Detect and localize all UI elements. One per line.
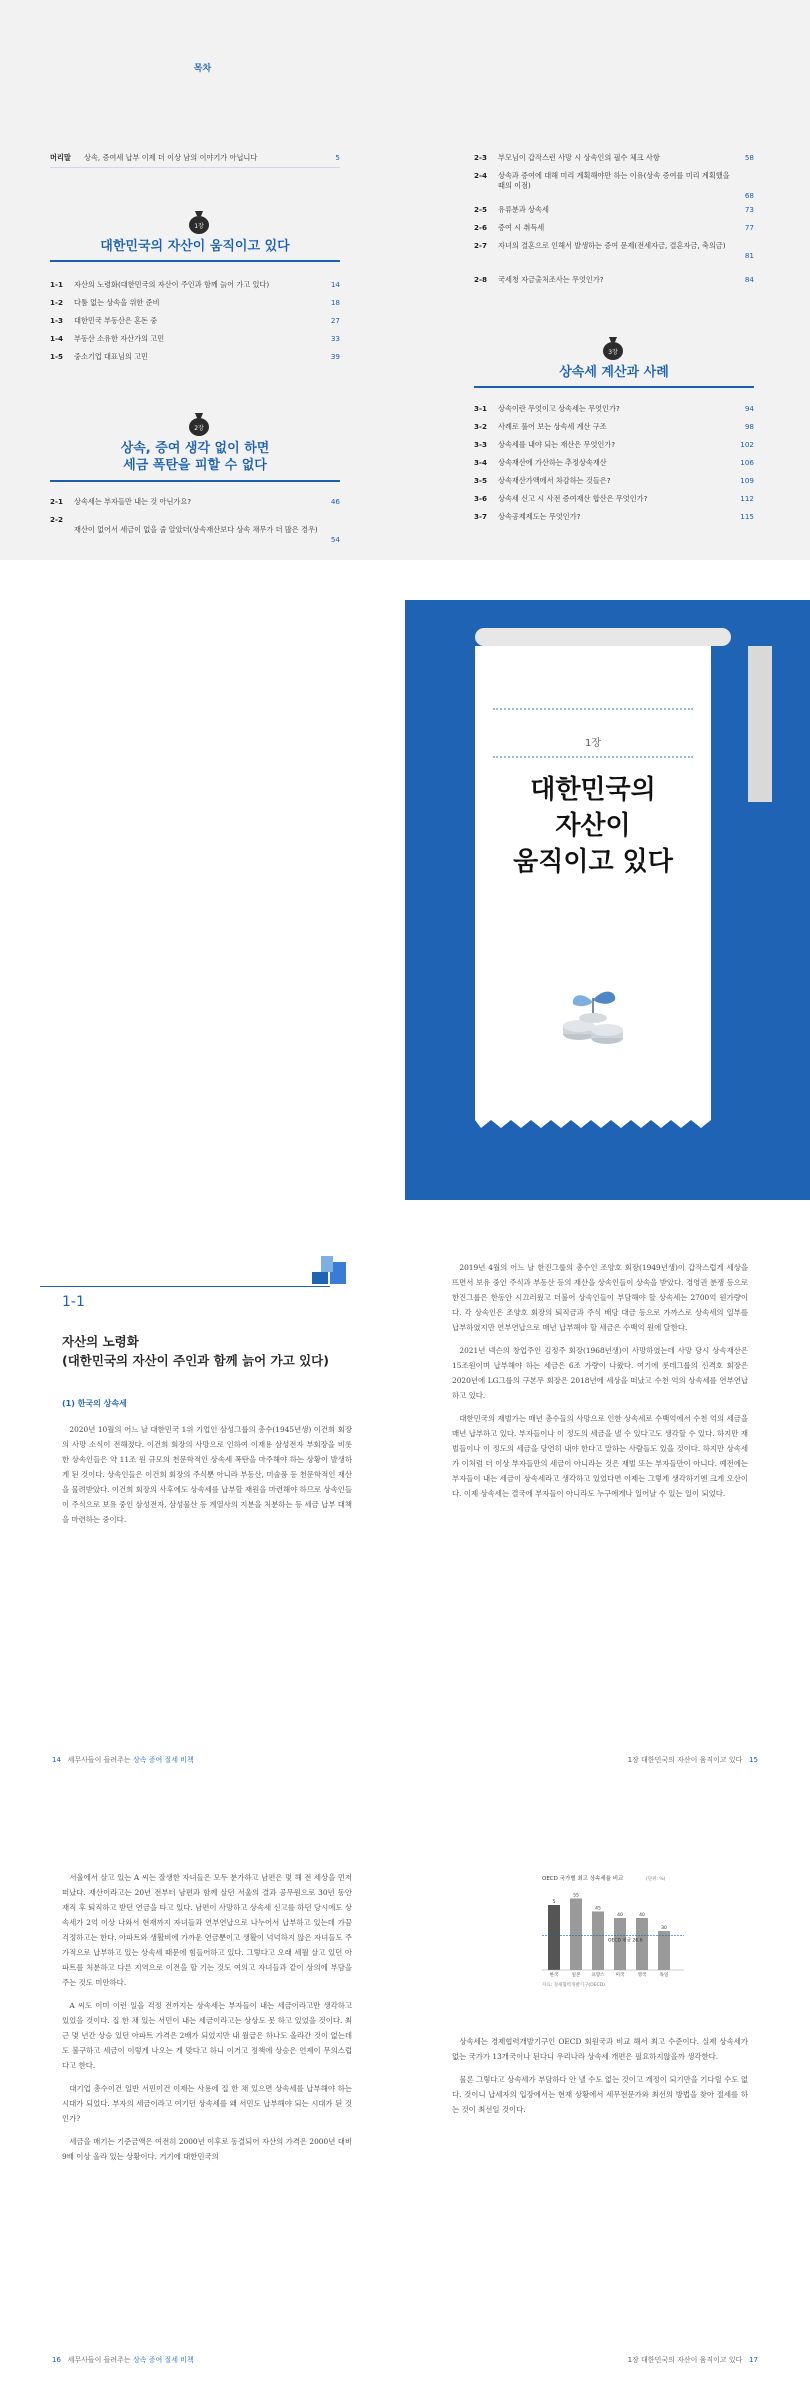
section-subhead: (1) 한국의 상속세 [62, 1399, 127, 1408]
chart-category-label: 영국 [637, 1973, 647, 1978]
toc-item[interactable]: 1-4 부동산 소유한 자산가의 고민 33 [50, 334, 340, 343]
chart-bar [570, 1899, 582, 1971]
toc-item[interactable]: 3-1 상속이란 무엇이고 상속세는 무엇인가? 94 [474, 404, 754, 413]
chart-bar [548, 1905, 560, 1970]
section-rule [40, 1286, 330, 1287]
body-text-right: 2019년 4월의 어느 날 한진그룹의 총수인 조양호 회장(1949년생)이 갑작스럽게 세상을 뜨면서 보유 중인 주식과 부동산 등의 재산을 상속인들이 상속을 받았다. 경영권 분쟁 등으로 한진그룹은 한동안 시끄러웠고 더불어 상속인들이 부담해야 할 상속세는 2700억 원가량이다. 각 상속인은 조양호 회장의 퇴직금과 주식 배당 대금 등으로 가까스로 상속세의 일부를 납부하였지만 연부연납으로 매년 납부해야 할 세금은 수백억 원에 달한다. 2021년 넥슨의 창업주인 김정주 회장(1968년생)이 사망하였는데 사망 당시 상속재산은 15조원이며 납부해야 하는 세금은 6조 가량이 나왔다. 여기에 롯데그룹의 신격호 회장은 2020년에 LG그룹의 구본무 회장은 2018년에 세상을 떠났고 수천 억의 상속세를 연부연납하고 있다. 대한민국의 재벌가는 매년 총수들의 사망으로 인한 상속세로 수백억에서 수천 억의 세금을 매년 납부하고 있다. 부자들이나 이 정도의 세금을 낼 수 있다고도 생각할 수 있다. 하지만 재벌들이나 이 정도의 세금을 당연히 내야 한다고 말하는 사람들도 있을 것이다. 하지만 상속세가 이처럼 더 이상 부자들만의 세금이 아니라는 것은 재벌 또는 부자들만이 아니다. 예전에는 부자들이 내는 세금이 상속세라고 생각하고 있었다면 이제는 그렇게 생각하기엔 크게 오산이다. 이제 상속세는 결국에 부자들이 아니라도 누구에게나 일어날 수 있는 일이 되었다. [452, 1263, 748, 1498]
toc-item[interactable]: 2-2 재산이 없어서 세금이 없을 줄 알았더(상속재산보다 상속 채무가 더 많은 경우) 54 [50, 515, 340, 544]
chart-unit: (단위: %) [646, 1877, 666, 1882]
chapter2-underline [50, 480, 340, 482]
chapter1-badge: 1장 [194, 223, 204, 230]
page-number: 15 [749, 1756, 758, 1764]
chart-bar [592, 1912, 604, 1971]
section-title-line2: (대한민국의 자산이 주인과 함께 늙어 가고 있다) [62, 1353, 329, 1368]
toc-item[interactable]: 3-7 상속공제제도는 무엇인가? 115 [474, 512, 754, 521]
chart-data-label: 45 [595, 1906, 601, 1912]
toc-item[interactable]: 1-3 대한민국 부동산은 혼돈 중 27 [50, 316, 340, 325]
chart-data-label: 5 [552, 1900, 556, 1905]
money-bag-icon [600, 334, 626, 360]
toc-title: 목차 [193, 64, 212, 74]
toc-item[interactable]: 1-2 다툼 없는 상속을 위한 준비 18 [50, 298, 340, 307]
chart-category-label: 일본 [571, 1973, 581, 1978]
chapter2-title-line1: 상속, 증여 생각 없이 하면 [120, 441, 270, 456]
toc-item[interactable]: 3-5 상속재산가액에서 차감하는 것들은? 109 [474, 476, 754, 485]
money-bag-icon [186, 208, 212, 234]
chart-bar [636, 1918, 648, 1970]
chapter2-badge: 2장 [194, 425, 204, 432]
body-text-right: 상속세는 경제협력개발기구인 OECD 회원국과 비교 해서 최고 수준이다. 실제 상속세가 없는 국가가 13개국이나 된다니 우리나라 상속세 개편은 필요하지않을까 생각한다. 물론 그렇다고 상속세가 부담하다 안 낼 수도 없는 것이고 개정이 되기만을 기다릴 수도 없다. 것이니 납세자의 입장에서는 현재 상황에서 세무전문가와 최선의 방법을 찾아 절세를 하는 것이 최선일 것이다. [452, 2037, 748, 2114]
section-title [62, 1332, 362, 1370]
chart-category-label: 독일 [659, 1973, 669, 1978]
receipt-top-bar [475, 628, 731, 646]
text-spread-14-15 [0, 1200, 810, 1800]
chart-title: OECD 국가별 최고 상속세율 비교 [542, 1876, 624, 1882]
opener-chapter-number: 1장 [584, 738, 602, 749]
chart-data-label: 40 [639, 1913, 645, 1918]
chapter1-underline [50, 260, 340, 262]
chart-data-label: 30 [661, 1926, 667, 1931]
toc-item[interactable]: 2-4 상속과 증여에 대해 미리 계획해야만 하는 이유(상속 증여를 미리 계획했을 때의 이점) 68 [474, 171, 754, 200]
body-text-left: 2020년 10월의 어느 날 대한민국 1위 기업인 삼성그룹의 총수(1945년생) 이건희 회장의 사망 소식이 전해졌다. 이건희 회장의 사망으로 인하여 이재용 삼성전자 부회장을 비롯한 상속인들은 약 11조 원 규모의 천문학적인 상속세 폭탄을 마주해야 하는 상황이 발생하게 된 것이다. 상속인들은 이건희 회장의 주식뿐 아니라 부동산, 미술품 등 천문학적인 재산을 물려받았다. 이건희 회장의 사후에도 상속세를 납부할 재원을 마련해야 하므로 상속인들이 주식으로 보유 중인 삼성전자, 삼성물산 등 계열사의 지분을 처분하는 등 세금 납부 대책을 마련하는 중이다. [62, 1425, 353, 1524]
toc-item[interactable]: 2-3 부모님이 갑작스런 사망 시 상속인의 필수 체크 사항 58 [474, 153, 754, 162]
chart-category-label: 한국 [549, 1973, 559, 1978]
receipt-torn-edge [475, 1120, 711, 1128]
toc-item[interactable]: 2-5 유류분과 상속세 73 [474, 205, 754, 214]
dotted-divider [493, 708, 693, 710]
chapter-opener-spread [0, 560, 810, 1200]
coins-sprout-icon [551, 986, 635, 1050]
toc-item[interactable]: 2-6 증여 시 취득세 77 [474, 223, 754, 232]
chart-data-label: 40 [617, 1913, 623, 1918]
footer-left: 14 세무사들이 들려주는 상속 증여 절세 비책 [52, 1756, 194, 1764]
page-number: 14 [52, 1756, 61, 1764]
toc-item[interactable]: 1-5 중소기업 대표님의 고민 39 [50, 352, 340, 361]
toc-intro-row[interactable] [50, 153, 340, 163]
toc-item[interactable]: 2-8 국세청 자금출처조사는 무엇인가? 84 [474, 275, 754, 284]
toc-item[interactable]: 3-6 상속세 신고 시 사전 증여재산 합산은 무엇인가? 112 [474, 494, 754, 503]
opener-title-line: 움직이고 있다 [513, 847, 673, 877]
page-number: 16 [52, 2356, 61, 2364]
body-text-left: 서울에서 살고 있는 A 씨는 잘생한 자녀들은 모두 분가하고 남편은 몇 해 전 세상을 먼저 떠났다. 재산이라고는 20년 전부터 남편과 함께 살던 서울의 결과 공무원으로 30년 동안 재직 후 퇴직하고 받던 연금을 타고 있다. 남편이 사망하고 상속세 신고를 하던 당시에도 상속세가 2억 이상 나와서 현재까지 자녀들과 연부연납으로 나누어서 납부하고 있는데 가끔 걱정하고는 한다. 아파트와 생활비에 가까운 연금뿐이고 생활이 넉넉하지 않은 자녀들도 주가적으로 납부하고 있는 상속세 때문에 힘들어하고 있다. 그렇다고 오래 세월 살고 있던 아파트를 처분하고 다른 지역으로 이전을 할 기는 것도 여의고 자녀들과 같이 상의에 부담을 주는 것도 미안하다. A 씨도 이미 이런 일을 걱정 전까지는 상속세는 부자들이 내는 세금이라고만 생각하고 있었을 것이다. 집 한 채 있는 서민이 내는 세금이라고는 상상도 못 하고 있었을 것이다. 최근 몇 년간 상승 있던 아파트 가격은 2배가 되었지만 내 월급은 하나도 올라간 것이 없는데도 불구하고 세금이 이렇게 나오는 게 맞다고 하니 이거고 정책에 상승은 언제이 무의스럽다고 한다. 대기업 총수이건 일반 서민이건 이제는 사용에 집 한 채 있으면 상속세를 납부해야 하는 시대가 되었다. 부자의 세금이라고 여기던 상속세를 왜 서민도 납부해야 되는 시대가 된 것인가? 세금을 매기는 기준금액은 여전히 2000년 이후로 동결되어 자산의 가격은 2000년 대비 9배 이상 올라 있는 상황이다. 거기에 대한민국의 [62, 1873, 353, 2161]
toc-intro-page: 5 [335, 153, 340, 162]
footer-right: 1장 대한민국의 자산이 움직이고 있다 17 [627, 2356, 758, 2364]
opener-title-line: 대한민국의 [530, 775, 656, 805]
toc-item[interactable]: 3-4 상속재산에 가산하는 추정상속재산 106 [474, 458, 754, 467]
chart-bar [614, 1918, 626, 1970]
inheritance-tax-chart [538, 1872, 688, 1992]
chapter2-title-line2: 세금 폭탄을 피할 수 없다 [123, 458, 267, 473]
text-spread-16-17 [0, 1800, 810, 2400]
toc-spread [0, 0, 810, 560]
chapter3-title[interactable]: 상속세 계산과 사례 [559, 365, 669, 380]
toc-intro-num: 머리말 [50, 153, 71, 162]
chapter2-title[interactable] [50, 440, 340, 474]
chapter3-badge: 3장 [608, 349, 618, 356]
chart-category-label: 미국 [615, 1973, 625, 1978]
page-number: 17 [749, 2356, 758, 2364]
money-bag-icon [186, 410, 212, 436]
footer-left: 16 세무사들이 들려주는 상속 증여 절세 비책 [52, 2356, 194, 2364]
receipt-paper [475, 646, 711, 1120]
toc-item[interactable]: 1-1 자산의 노령화(대한민국의 자산이 주인과 함께 늙어 가고 있다) 14 [50, 280, 340, 289]
section-title-line1: 자산의 노령화 [62, 1334, 139, 1349]
toc-item[interactable]: 2-1 상속세는 부자들만 내는 것 아닌가요? 46 [50, 497, 340, 506]
toc-intro-text: 상속, 증여세 납부 이제 더 이상 남의 이야기가 아닙니다 [84, 153, 258, 162]
coin-stack-icon [308, 1252, 348, 1286]
chart-data-label: 55 [573, 1893, 579, 1899]
toc-item[interactable]: 3-3 상속세를 내야 되는 재산은 무엇인가? 102 [474, 440, 754, 449]
opener-title-line: 자산이 [555, 811, 631, 841]
footer-right: 1장 대한민국의 자산이 움직이고 있다 15 [627, 1756, 758, 1764]
chart-category-label: 프랑스 [591, 1973, 605, 1978]
chart-source: 자료: 경제협력개발기구(OECD) [542, 1983, 605, 1988]
chart-bar [658, 1931, 670, 1970]
toc-item[interactable]: 2-7 자녀의 결혼으로 인해서 발생하는 증여 문제(전세자금, 결혼자금, 축의금) 81 [474, 241, 754, 260]
chapter1-title[interactable]: 대한민국의 자산이 움직이고 있다 [100, 239, 290, 254]
chapter3-underline [474, 386, 754, 388]
opener-title [475, 772, 711, 880]
section-number: 1-1 [62, 1294, 85, 1310]
dotted-divider [493, 756, 693, 758]
chart-average-label: OECD 평균 26.6 [608, 1938, 643, 1944]
opener-blue-panel [405, 600, 810, 1200]
toc-divider [50, 167, 340, 168]
receipt-roll [748, 646, 772, 802]
toc-item[interactable]: 3-2 사례로 풀어 보는 상속세 계산 구조 98 [474, 422, 754, 431]
